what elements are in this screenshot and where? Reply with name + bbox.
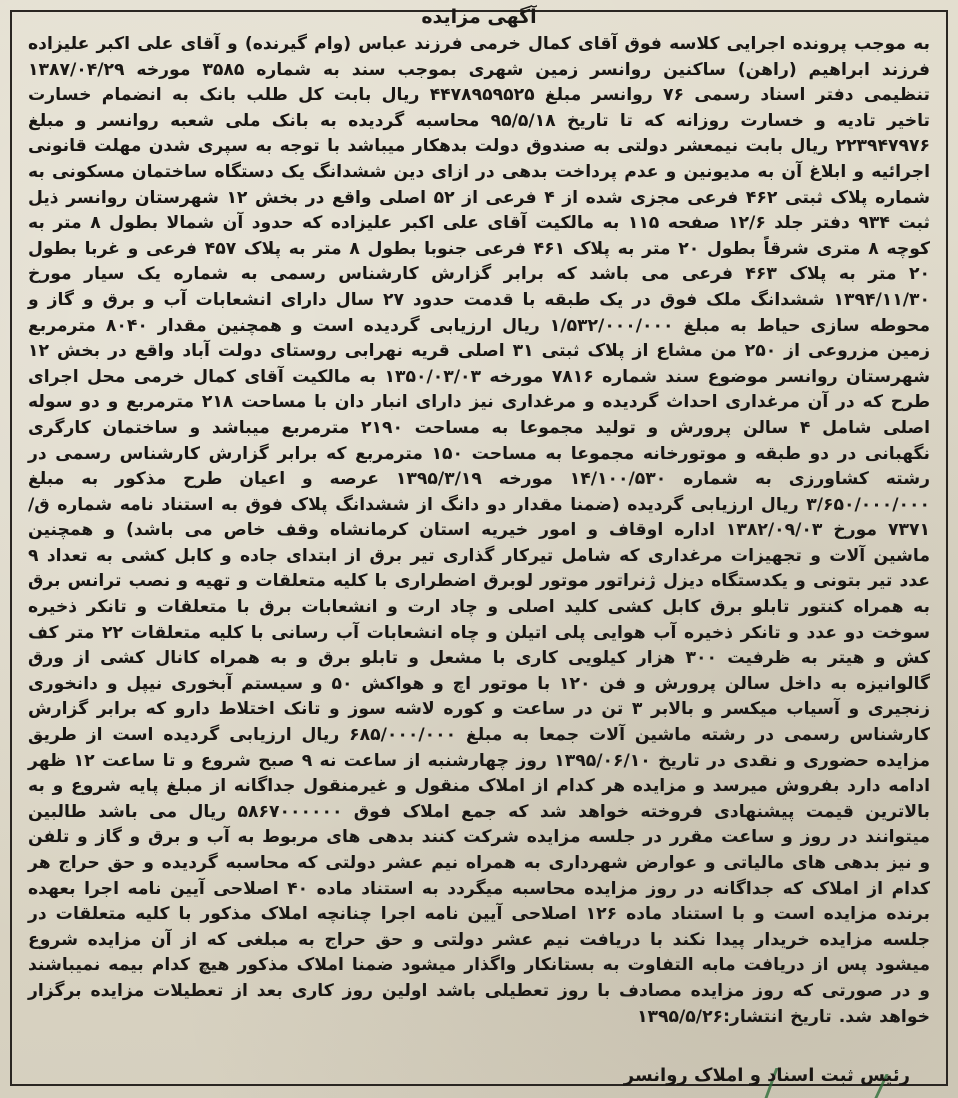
notice-body-paragraph: به موجب پرونده اجرایی کلاسه فوق آقای کمال خرمی فرزند عباس (وام گیرنده) و آقای علی اکبر علیزاده فرزند ابراهیم (راهن) ساکنین روانسر زمین شهری بموجب سند به شماره ۳۵۸۵ مورخه ۱۳۸۷/۰۴/۲۹ تنظیمی دفتر اسناد رسمی ۷۶ روانسر مبلغ ۴۴۷۸۹۵۹۵۲۵ ریال بابت کل طلب بانک به انضمام خسارت تاخیر تادیه و خسارت روزانه که تا تاریخ ۹۵/۵/۱۸ محاسبه گردیده به بانک ملی شعبه روانسر و مبلغ ۲۲۳۹۴۷۹۷۶ ریال بابت نیمعشر دولتی به صندوق دولت بدهکار میباشد با توجه به سپری شدن مهلت قانونی اجرائیه و ابلاغ آن به مدیونین و عدم پرداخت بدهی در ازای دین ششدانگ یک دستگاه ساختمان مسکونی به شماره پلاک ثبتی ۴۶۲ فرعی مجزی شده از ۴ فرعی از ۵۲ اصلی واقع در بخش ۱۲ شهرستان روانسر ذیل ثبت ۹۳۴ دفتر جلد ۱۲/۶ صفحه ۱۱۵ به مالکیت آقای علی اکبر علیزاده که حدود آن شمالا بطول ۸ متر به کوچه ۸ متری شرقاً بطول ۲۰ متر به پلاک ۴۶۱ فرعی جنوبا بطول ۸ متر به پلاک ۴۵۷ فرعی و غربا بطول ۲۰ متر به پلاک ۴۶۳ فرعی می باشد که برابر گزارش کارشناس رسمی به شماره یک سیار مورخ ۱۳۹۴/۱۱/۳۰ ششدانگ ملک فوق در یک طبقه با قدمت حدود ۲۷ سال دارای انشعابات آب و برق و گاز و محوطه سازی حیاط به مبلغ ۱/۵۳۲/۰۰۰/۰۰۰ ریال ارزیابی گردیده است و همچنین مقدار ۸۰۴۰ مترمربع زمین مزروعی از ۲۵۰ من مشاع از پلاک ثبتی ۳۱ اصلی قریه نهرابی روستای دولت آباد واقع در بخش ۱۲ شهرستان روانسر موضوع سند شماره ۷۸۱۶ مورخه ۱۳۵۰/۰۳/۰۳ به مالکیت آقای کمال خرمی محل اجرای طرح که در آن مرغداری احداث گردیده و مرغداری نیز دارای انبار دان با مساحت ۲۱۸ مترمربع و دو سوله اصلی شامل ۴ سالن پرورش و تولید مجموعا به مساحت ۲۱۹۰ مترمربع میباشد و ساختمان کارگری نگهبانی در دو طبقه و موتورخانه مجموعا به مساحت ۱۵۰ مترمربع که برابر گزارش کارشناس رسمی در رشته کشاورزی به شماره ۱۴/۱۰۰/۵۳۰ مورخه ۱۳۹۵/۳/۱۹ عرصه و اعیان طرح مذکور به مبلغ ۳/۶۵۰/۰۰۰/۰۰۰ ریال ارزیابی گردیده (ضمنا مقدار دو دانگ از ششدانگ پلاک فوق به استناد نامه شماره ق/۷۳۷۱ مورخ ۱۳۸۲/۰۹/۰۳ اداره اوقاف و امور خیریه استان کرمانشاه وقف خاص می باشد) و همچنین ماشین آلات و تجهیزات مرغداری که شامل تیرکار گذاری تیر برق از ابتدای جاده و کابل کشی به تعداد ۹ عدد تیر بتونی و یکدستگاه دیزل ژنراتور موتور لوبرق اضطراری با کلیه متعلقات و تهیه و نصب ترانس برق به همراه کنتور تابلو برق کابل کشی کلید اصلی و چاد ارت و انشعابات برق با متعلقات و تانکر ذخیره سوخت دو عدد و تانکر ذخیره آب هوایی پلی اتیلن و چاه انشعابات آب رسانی با کلیه متعلقات ۲۲ متر کف کش و هیتر به ظرفیت ۳۰۰ هزار کیلویی کاری با مشعل و تابلو برق و به همراه کانال کشی از ورق گالوانیزه به داخل سالن پرورش و فن ۱۲۰ با موتور اچ و هواکش ۵۰ و سیستم آبخوری نیپل و دانخوری زنجیری و آسیاب میکسر و بالابر ۳ تن در ساعت و کوره لاشه سوز و تانک اختلاط دارو که برابر گزارش کارشناس رسمی در رشته ماشین آلات جمعا به مبلغ ۶۸۵/۰۰۰/۰۰۰ ریال ارزیابی گردیده است از طریق مزایده حضوری و نقدی در تاریخ ۱۳۹۵/۰۶/۱۰ روز چهارشنبه از ساعت نه ۹ صبح شروع و تا ساعت ۱۲ ظهر ادامه دارد بفروش میرسد و مزایده هر کدام از املاک منقول و غیرمنقول جداگانه از مبلغ پایه شروع و به بالاترین قیمت پیشنهادی فروخته خواهد شد که جمع املاک فوق ۵۸۶۷۰۰۰۰۰۰ ریال می باشد طالبین میتوانند در روز و ساعت مقرر در جلسه مزایده شرکت کنند بدهی های مربوط به آب و برق و گاز و تلفن و نیز بدهی های مالیاتی و عوارض شهرداری به همراه نیم عشر دولتی که محاسبه گردیده و حق حراج هر کدام از املاک که جداگانه در روز مزایده محاسبه میگردد به استناد ماده ۴۰ اصلاحی آیین نامه اجرا بعهده برنده مزایده است و با استناد ماده ۱۲۶ اصلاحی آیین نامه اجرا چنانچه املاک مذکور با کلیه متعلقات در جلسه مزایده خریدار پیدا نکند با دریافت نیم عشر دولتی و حق حراج به مبلغی که از آن مزایده شروع میشود پس از دریافت مابه التفاوت به بستانکار واگذار میشود ضمنا املاک مذکور هیچ کدام بیمه نمیباشند و در صورتی که روز مزایده مصادف با روز تعطیلی باشد اولین روز کاری بعد از تعطیلات مزایده برگزار خواهد شد. تاریخ انتشار:۱۳۹۵/۵/۲۶ <box>28 34 931 1027</box>
notice-title: آگهی مزایده <box>421 6 537 28</box>
notice-signature: رئیس ثبت اسناد و املاک روانسر <box>623 1065 910 1086</box>
notice-body <box>28 32 930 1030</box>
signature-row <box>0 1028 958 1098</box>
